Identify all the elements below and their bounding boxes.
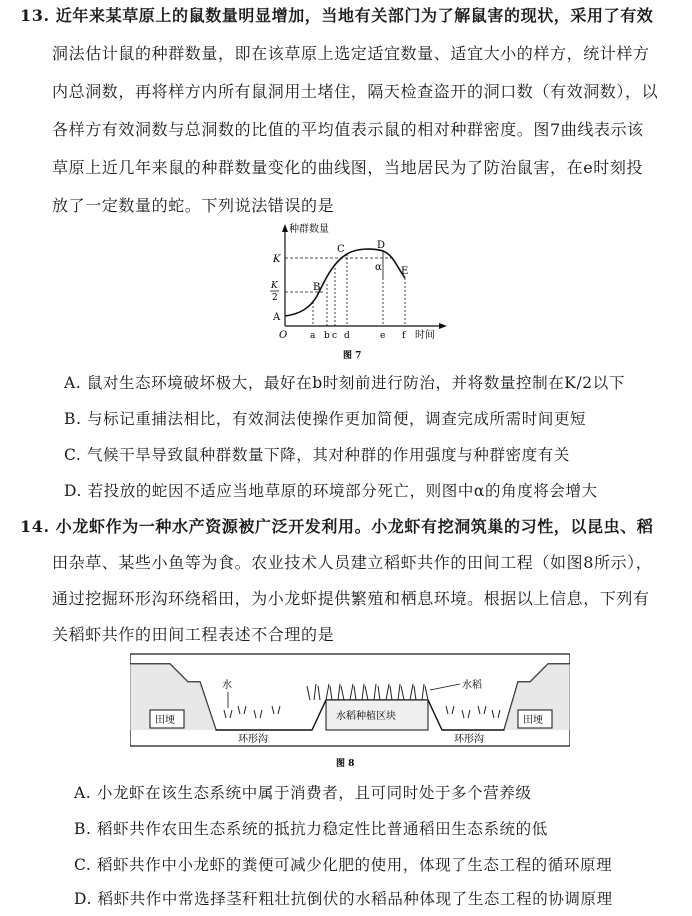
center-block-label: 水稻种植区块 [336, 711, 396, 722]
q13-option-d: D. 若投放的蛇因不适应当地草原的环境部分死亡，则图中α的角度将会增大 [64, 482, 598, 500]
q13-option-a: A. 鼠对生态环境破坏极大，最好在b时刻前进行防治，并将数量控制在K/2以下 [64, 374, 625, 392]
q13-option-b: B. 与标记重捕法相比，有效洞法使操作更加简便，调查完成所需时间更短 [64, 410, 587, 428]
tick-e: e [380, 331, 386, 341]
figure-7-population-curve [255, 218, 455, 368]
tick-c: c [332, 331, 338, 341]
k-half-numerator: K [271, 281, 278, 291]
field-left-label: 田埂 [155, 715, 175, 726]
x-axis-label: 时间 [415, 330, 435, 341]
tick-a: a [310, 331, 316, 341]
q14-option-a: A. 小龙虾在该生态系统中属于消费者，且可同时处于多个营养级 [74, 784, 532, 802]
y-axis-label: 种群数量 [289, 224, 329, 235]
k-half-denominator: 2 [272, 293, 278, 303]
k-label: K [273, 254, 281, 265]
q14-option-b: B. 稻虾共作农田生态系统的抵抗力稳定性比普通稻田生态系统的低 [74, 820, 548, 838]
point-b-label: B [313, 282, 321, 293]
q13-line-6: 放了一定数量的蛇。下列说法错误的是 [52, 196, 335, 215]
ditch-right-label: 环形沟 [454, 734, 484, 745]
q14-line-3: 通过挖掘环形沟环绕稻田，为小龙虾提供繁殖和栖息环境。根据以上信息，下列有 [52, 589, 650, 608]
q13-line-4: 各样方有效洞数与总洞数的比值的平均值表示鼠的相对种群密度。图7曲线表示该 [52, 120, 644, 139]
q13-line-5: 草原上近几年来鼠的种群数量变化的曲线图，当地居民为了防治鼠害，在e时刻投 [52, 158, 644, 177]
rice-label: 水稻 [462, 680, 482, 691]
ditch-left-label: 环形沟 [238, 734, 268, 745]
origin-label: O [279, 330, 288, 341]
q14-line-2: 田杂草、某些小鱼等为食。农业技术人员建立稻虾共作的田间工程（如图8所示）， [52, 553, 653, 572]
figure-8-rice-shrimp-field [130, 652, 570, 772]
point-c-label: C [337, 244, 345, 255]
q14-option-c: C. 稻虾共作中小龙虾的粪便可减少化肥的使用，体现了生态工程的循环原理 [74, 856, 613, 874]
x-axis-arrow [439, 323, 447, 329]
q13-line-3: 内总洞数，再将样方内所有鼠洞用土堵住，隔天检查盗开的洞口数（有效洞数），以 [52, 82, 659, 101]
tick-d: d [344, 331, 350, 341]
q14-line-4: 关稻虾共作的田间工程表述不合理的是 [52, 625, 335, 644]
figure-8-caption: 图 8 [336, 759, 355, 769]
point-a-label: A [273, 312, 281, 323]
tick-f: f [402, 331, 406, 341]
q13-line-2: 洞法估计鼠的种群数量，即在该草原上选定适宜数量、适宜大小的样方，统计样方 [52, 44, 650, 63]
figure-7-caption: 图 7 [343, 351, 362, 361]
point-d-label: D [377, 240, 386, 251]
q13-option-c: C. 气候干旱导致鼠种群数量下降，其对种群的作用强度与种群密度有关 [64, 446, 570, 464]
population-curve [285, 249, 405, 316]
alpha-label: α [375, 262, 382, 273]
q14-option-d: D. 稻虾共作中常选择茎秆粗壮抗倒伏的水稻品种体现了生态工程的协调原理 [74, 890, 613, 908]
q14-line-1: 14. 小龙虾作为一种水产资源被广泛开发利用。小龙虾有挖洞筑巢的习性，以昆虫、稻 [20, 517, 654, 536]
q13-line-1: 13. 近年来某草原上的鼠数量明显增加，当地有关部门为了解鼠害的现状，采用了有效 [20, 6, 654, 25]
y-axis-arrow [282, 224, 288, 232]
field-right-label: 田埂 [523, 715, 543, 726]
water-label: 水 [222, 680, 232, 691]
tick-b: b [324, 331, 330, 341]
rice-plants [307, 684, 428, 700]
point-e-label: E [401, 266, 409, 277]
